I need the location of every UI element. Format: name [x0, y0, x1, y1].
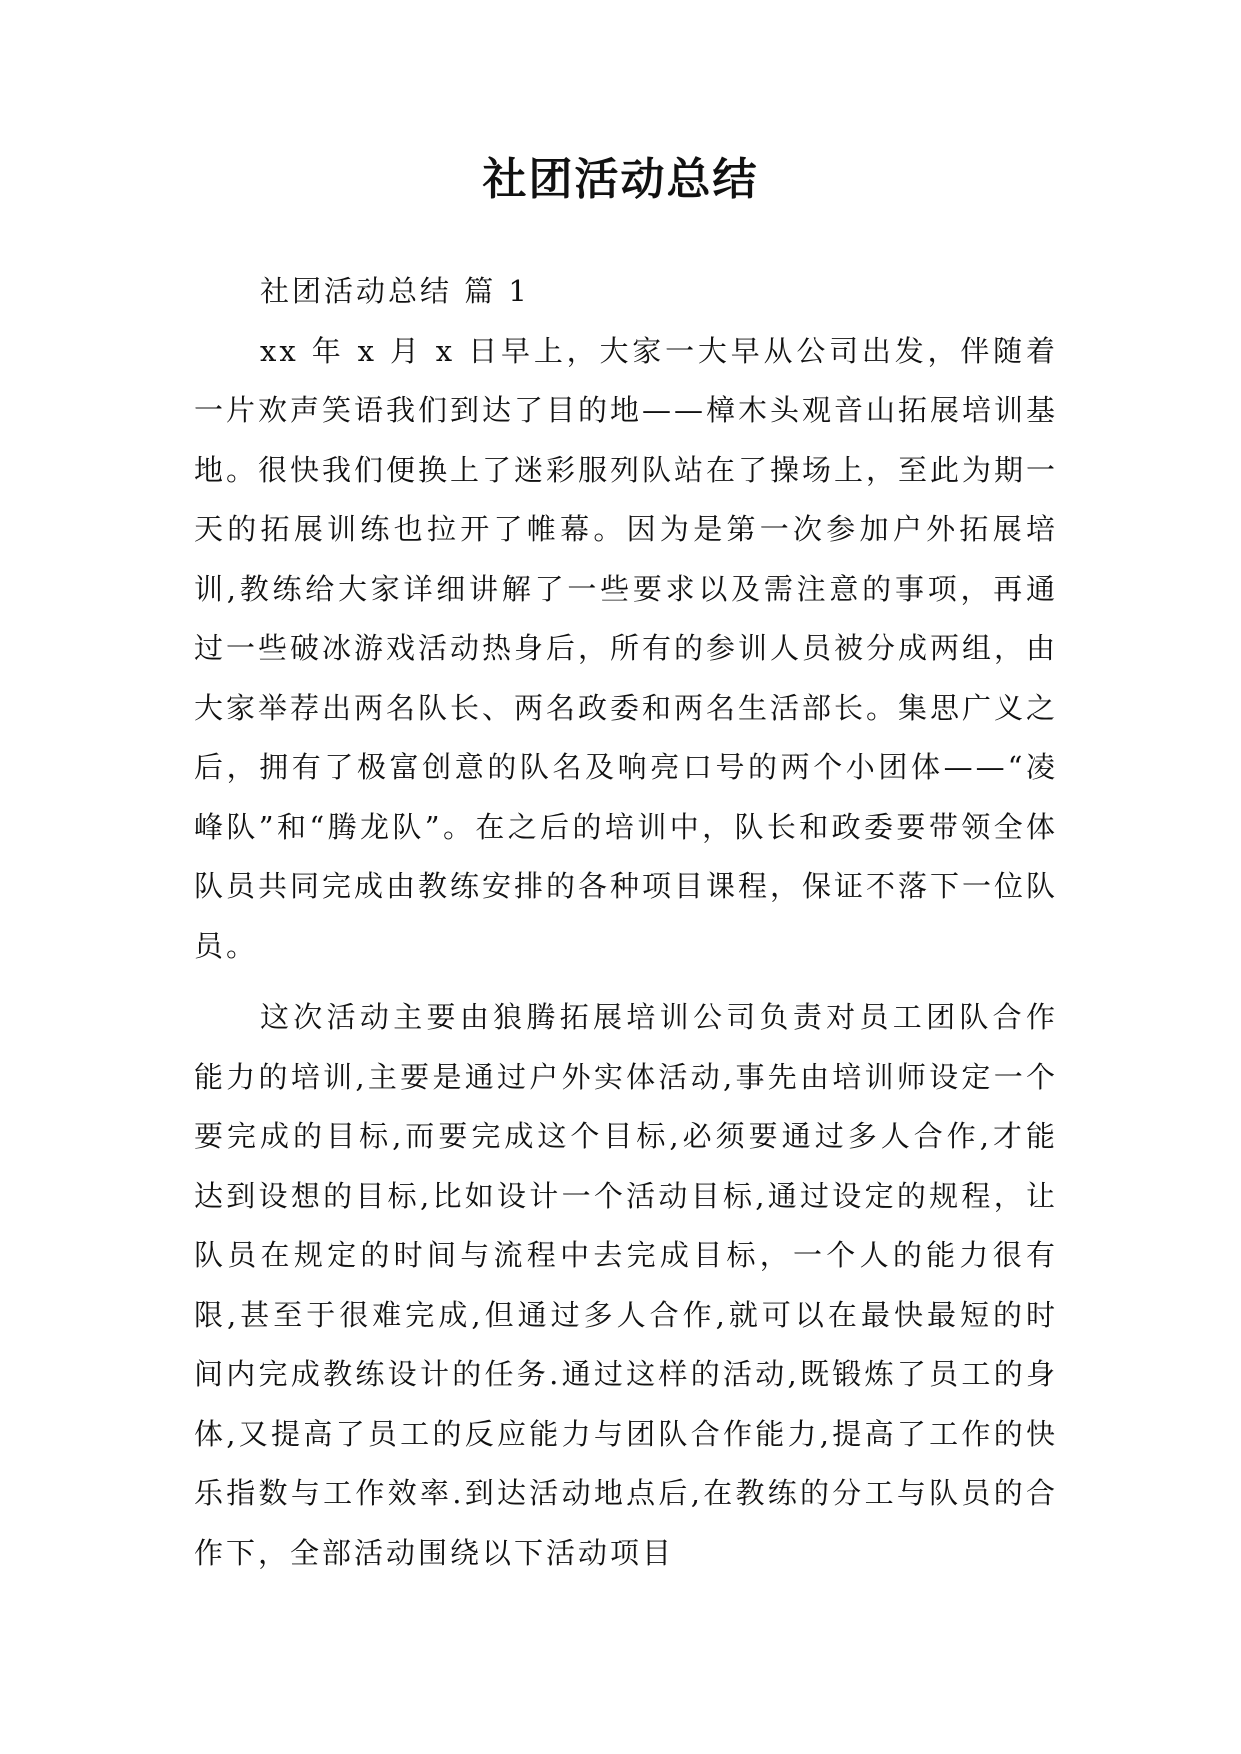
document-body — [194, 262, 1058, 1583]
body-paragraph-2: 这次活动主要由狼腾拓展培训公司负责对员工团队合作能力的培训,主要是通过户外实体活动,事先由培训师设定一个要完成的目标,而要完成这个目标,必须要通过多人合作,才能达到设想的目标,比如设计一个活动目标,通过设定的规程，让队员在规定的时间与流程中去完成目标，一个人的能力很有限,甚至于很难完成,但通过多人合作,就可以在最快最短的时间内完成教练设计的任务.通过这样的活动,既锻炼了员工的身体,又提高了员工的反应能力与团队合作能力,提高了工作的快乐指数与工作效率.到达活动地点后,在教练的分工与队员的合作下，全部活动围绕以下活动项目 — [194, 1000, 1058, 1570]
section-heading: 社团活动总结 篇 1 — [260, 274, 530, 308]
document-title: 社团活动总结 — [482, 154, 759, 205]
body-paragraph-1: xx 年 x 月 x 日早上，大家一大早从公司出发，伴随着一片欢声笑语我们到达了目的地——樟木头观音山拓展培训基地。很快我们便换上了迷彩服列队站在了操场上，至此为期一天的拓展训练也拉开了帷幕。因为是第一次参加户外拓展培训,教练给大家详细讲解了一些要求以及需注意的事项，再通过一些破冰游戏活动热身后，所有的参训人员被分成两组，由大家举荐出两名队长、两名政委和两名生活部长。集思广义之后，拥有了极富创意的队名及响亮口号的两个小团体——“凌峰队”和“腾龙队”。在之后的培训中，队长和政委要带领全体队员共同完成由教练安排的各种项目课程，保证不落下一位队员。 — [194, 333, 1059, 963]
